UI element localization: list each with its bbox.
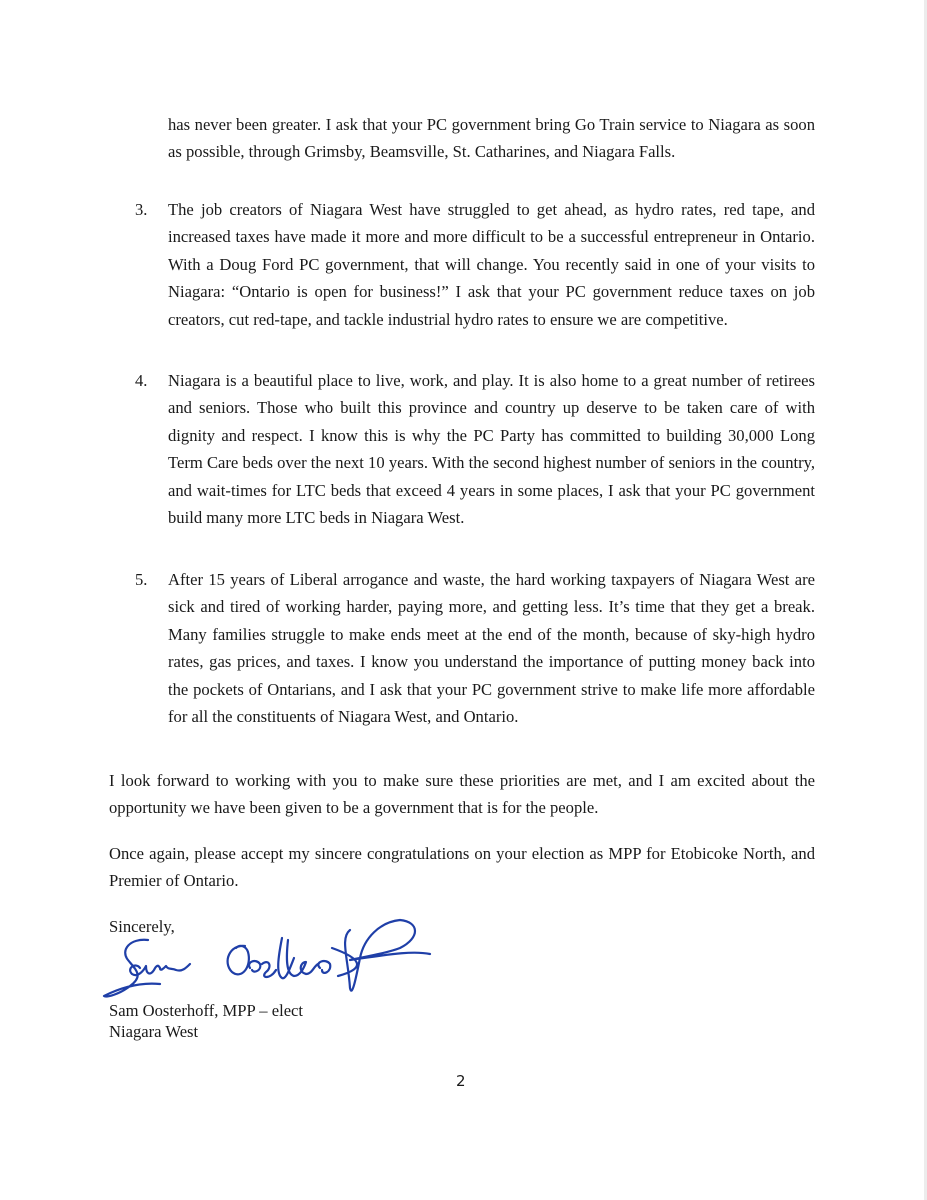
list-text: After 15 years of Liberal arrogance and waste, the hard working taxpayers of Niagara West are sick and tired of working harder, paying more, and getting less. It’s time that they get a break. Many families struggle to make ends meet at the end of the month, because of sky-high hydro rates, gas prices, and taxes. I know you understand the importance of putting money back into the pockets of Ontarians, and I ask that your PC government strive to make life more affordable for all the constituents of Niagara West, and Ontario. — [168, 570, 815, 727]
salutation: Sincerely, — [109, 917, 175, 936]
list-text: The job creators of Niagara West have struggled to get ahead, as hydro rates, red tape, and increased taxes have made it more and more difficult to be a successful entrepreneur in Ontario. With a Doug Ford PC government, that will change. You recently said in one of your visits to Niagara: “Ontario is open for business!” I ask that your PC government reduce taxes on job creators, cut red-tape, and tackle industrial hydro rates to ensure we are competitive. — [168, 200, 815, 329]
list-number: 4. — [135, 371, 148, 390]
page-number: 2 — [456, 1072, 466, 1090]
continuation-paragraph: has never been greater. I ask that your PC government bring Go Train service to Niagara as soon as possible, through Grimsby, Beamsville, St. Catharines, and Niagara Falls. — [168, 115, 815, 162]
list-number: 3. — [135, 200, 148, 219]
signer-name: Sam Oosterhoff, MPP – elect — [109, 1001, 304, 1020]
signer-riding: Niagara West — [109, 1022, 199, 1041]
closing-paragraph-2: Once again, please accept my sincere congratulations on your election as MPP for Etobicoke North, and Premier of Ontario. — [109, 844, 815, 891]
signature-image — [100, 918, 440, 1008]
closing-paragraph-1: I look forward to working with you to make sure these priorities are met, and I am excited about the opportunity we have been given to be a government that is for the people. — [109, 771, 815, 818]
list-number: 5. — [135, 570, 148, 589]
list-text: Niagara is a beautiful place to live, work, and play. It is also home to a great number of retirees and seniors. Those who built this province and country up deserve to be taken care of with dignity and respect. I know this is why the PC Party has committed to building 30,000 Long Term Care beds over the next 10 years. With the second highest number of seniors in the country, and wait-times for LTC beds that exceed 4 years in some places, I ask that your PC government build many more LTC beds in Niagara West. — [168, 371, 815, 528]
